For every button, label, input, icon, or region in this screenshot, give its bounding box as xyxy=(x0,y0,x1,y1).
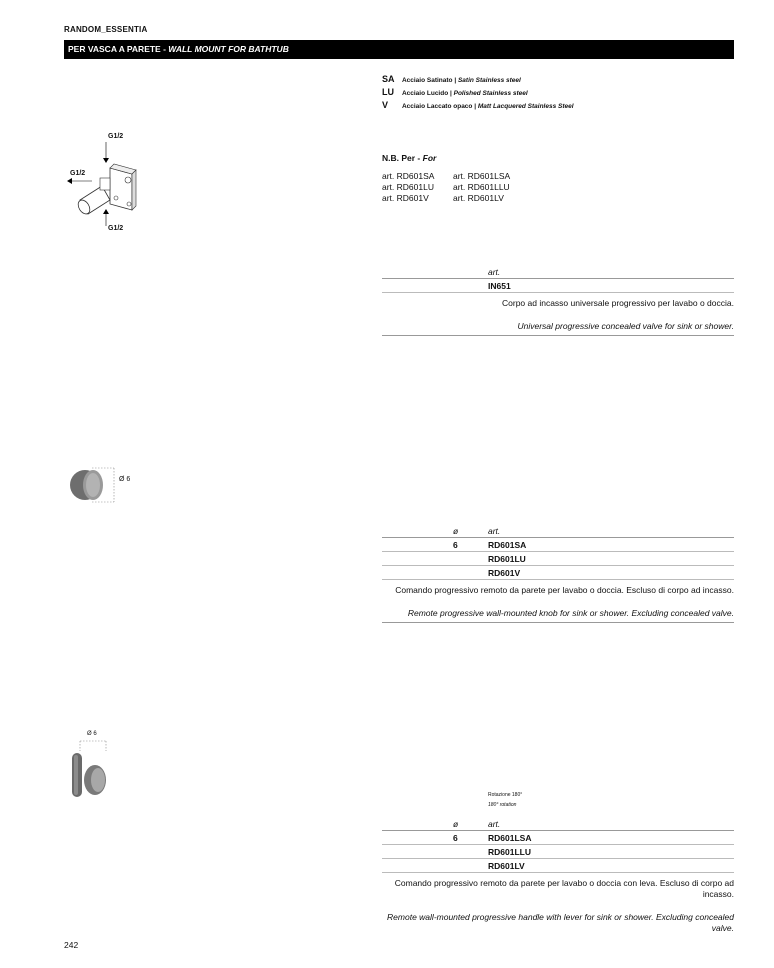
nb-item: art. RD601LV xyxy=(453,193,504,203)
knob-image xyxy=(62,462,142,507)
diameter-label: Ø 6 xyxy=(119,476,131,483)
table-header xyxy=(382,265,734,279)
inlet-label-top: G1/2 xyxy=(108,133,124,140)
divider xyxy=(382,622,734,623)
finish-row xyxy=(382,86,574,99)
article-code: RD601LSA xyxy=(488,833,532,843)
product-table-rd601l xyxy=(382,817,734,934)
nb-note xyxy=(382,153,533,203)
diameter-value: 6 xyxy=(453,540,458,550)
article-code: RD601LU xyxy=(488,554,526,564)
product-table-in651 xyxy=(382,265,734,336)
finish-desc: Acciaio Laccato opaco | Matt Lacquered Stainless Steel xyxy=(401,103,574,110)
table-row xyxy=(382,831,734,845)
art-header: art. xyxy=(488,267,501,277)
table-header xyxy=(382,524,734,538)
page-number: 242 xyxy=(64,940,79,950)
nb-item: art. RD601LU xyxy=(382,182,434,192)
rotation-note-en: 180° rotation xyxy=(488,802,517,808)
nb-items xyxy=(382,171,533,203)
finish-desc: Acciaio Lucido | Polished Stainless steel xyxy=(401,90,528,97)
diameter-label: Ø 6 xyxy=(87,731,97,737)
article-code: RD601LV xyxy=(488,861,525,871)
diameter-value: 6 xyxy=(453,833,458,843)
nb-item: art. RD601SA xyxy=(382,171,435,181)
description-it: Comando progressivo remoto da parete per lavabo o doccia. Escluso di corpo ad incasso. xyxy=(395,585,734,595)
description-en: Universal progressive concealed valve for sink or shower. xyxy=(517,321,734,331)
nb-item: art. RD601V xyxy=(382,193,429,203)
rotation-note-it: Rotazione 180° xyxy=(488,792,523,798)
article-code: RD601LLU xyxy=(488,847,531,857)
concealed-valve-image xyxy=(62,128,152,238)
article-code: RD601V xyxy=(488,568,521,578)
banner-title-it: PER VASCA A PARETE - xyxy=(68,44,169,54)
inlet-label-left: G1/2 xyxy=(70,170,86,177)
art-header: art. xyxy=(488,819,501,829)
table-row xyxy=(382,566,734,580)
article-code: RD601SA xyxy=(488,540,527,550)
divider xyxy=(382,335,734,336)
product-table-rd601 xyxy=(382,524,734,623)
banner-title-en: WALL MOUNT FOR BATHTUB xyxy=(168,44,289,54)
diameter-header: ø xyxy=(453,526,459,536)
outlet-label-bottom: G1/2 xyxy=(108,225,124,232)
table-row xyxy=(382,538,734,552)
article-code: IN651 xyxy=(488,281,511,291)
table-header xyxy=(382,817,734,831)
lever-handle-image xyxy=(62,735,122,805)
finishes-legend xyxy=(382,73,574,112)
finish-row xyxy=(382,73,574,86)
finish-row xyxy=(382,99,574,112)
section-banner xyxy=(64,40,734,59)
nb-title: N.B. Per - For xyxy=(382,153,437,163)
description-it: Comando progressivo remoto da parete per lavabo o doccia con leva. Escluso di corpo ad incasso. xyxy=(394,878,734,899)
finish-code: SA xyxy=(382,74,395,84)
art-header: art. xyxy=(488,526,501,536)
table-row xyxy=(382,552,734,566)
diameter-header: ø xyxy=(453,819,459,829)
table-row xyxy=(382,279,734,293)
description-en: Remote wall-mounted progressive handle with lever for sink or shower. Excluding concealed valve. xyxy=(387,912,734,933)
brand-name: RANDOM_ESSENTIA xyxy=(64,25,148,34)
finish-code: V xyxy=(382,100,389,110)
description-it: Corpo ad incasso universale progressivo per lavabo o doccia. xyxy=(502,298,734,308)
description-en: Remote progressive wall-mounted knob for sink or shower. Excluding concealed valve. xyxy=(407,608,734,618)
nb-item: art. RD601LLU xyxy=(453,182,510,192)
table-row xyxy=(382,859,734,873)
nb-item: art. RD601LSA xyxy=(453,171,511,181)
finish-desc: Acciaio Satinato | Satin Stainless steel xyxy=(401,77,521,84)
finish-code: LU xyxy=(382,87,394,97)
table-row xyxy=(382,845,734,859)
